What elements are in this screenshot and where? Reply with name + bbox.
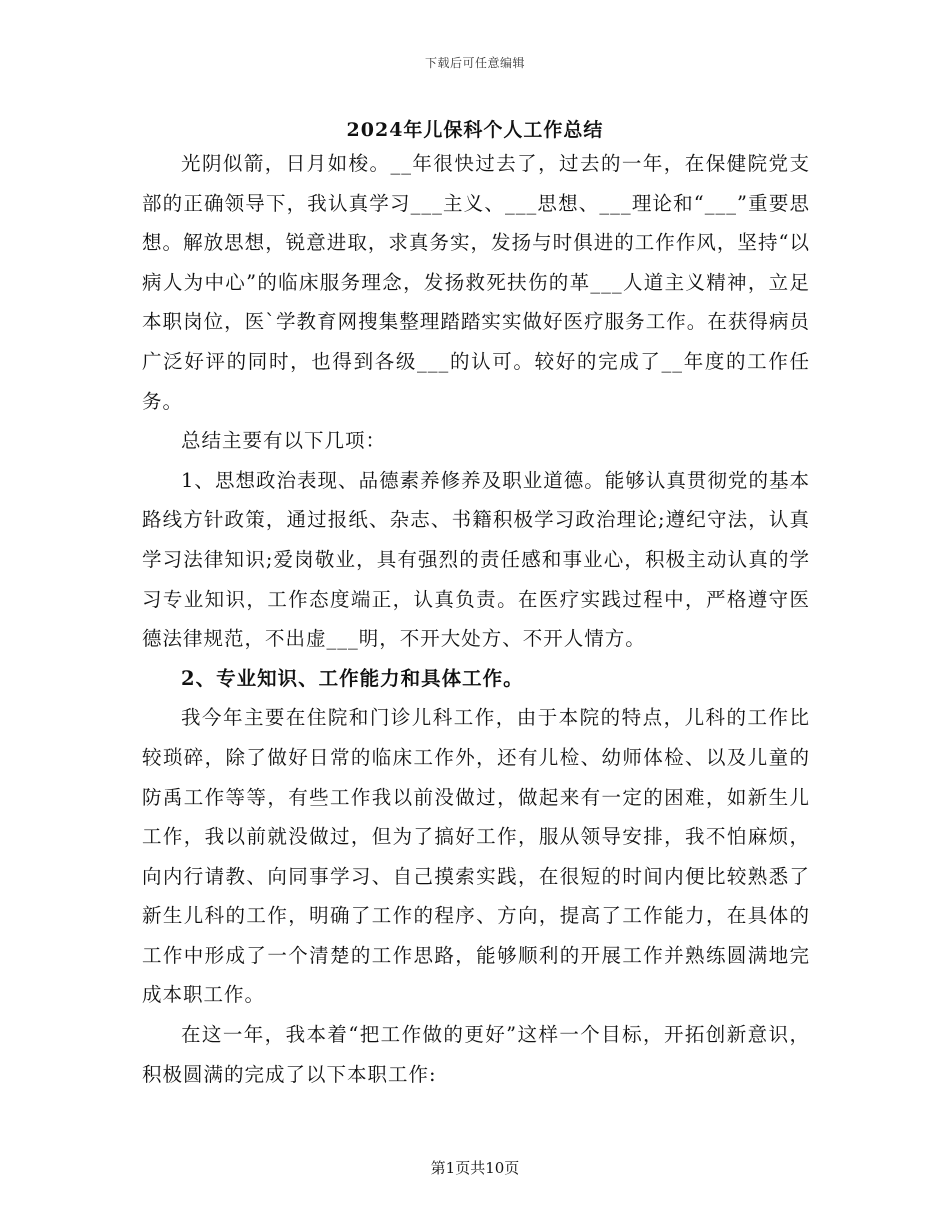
document-body xyxy=(142,144,810,1094)
paragraph-item-1: 1、思想政治表现、品德素养修养及职业道德。能够认真贯彻党的基本路线方针政策，通过报纸、杂志、书籍积极学习政治理论;遵纪守法，认真学习法律知识;爱岗敬业，具有强烈的责任感和事业心，积极主动认真的学习专业知识，工作态度端正，认真负责。在医疗实践过程中，严格遵守医德法律规范，不出虚___明，不开大处方、不开人情方。 xyxy=(142,468,810,651)
paragraph-intro: 光阴似箭，日月如梭。__年很快过去了，过去的一年，在保健院党支部的正确领导下，我认真学习___主义、___思想、___理论和“___”重要思想。解放思想，锐意进取，求真务实，发扬与时俱进的工作作风，坚持“以病人为中心”的临床服务理念，发扬救死扶伤的革___人道主义精神，立足本职岗位，医`学教育网搜集整理踏踏实实做好医疗服务工作。在获得病员广泛好评的同时，也得到各级___的认可。较好的完成了__年度的工作任务。 xyxy=(142,152,810,413)
paragraph-year-goal: 在这一年，我本着“把工作做的更好”这样一个目标，开拓创新意识，积极圆满的完成了以下本职工作: xyxy=(142,1023,810,1086)
document-title: 2024年儿保科个人工作总结 xyxy=(346,119,604,141)
paragraph-work-details: 我今年主要在住院和门诊儿科工作，由于本院的特点，儿科的工作比较琐碎，除了做好日常的临床工作外，还有儿检、幼师体检、以及儿童的防禹工作等等，有些工作我以前没做过，做起来有一定的困难，如新生儿工作，我以前就没做过，但为了搞好工作，服从领导安排，我不怕麻烦，向内行请教、向同事学习、自己摸索实践，在很短的时间内便比较熟悉了新生儿科的工作，明确了工作的程序、方向，提高了工作能力，在具体的工作中形成了一个清楚的工作思路，能够顺利的开展工作并熟练圆满地完成本职工作。 xyxy=(142,706,810,1007)
section-heading-2: 2、专业知识、工作能力和具体工作。 xyxy=(181,666,524,690)
header-note: 下载后可任意编辑 xyxy=(424,56,525,70)
page-footer: 第1页共10页 xyxy=(430,1159,520,1177)
paragraph-summary-lead: 总结主要有以下几项： xyxy=(181,429,387,453)
